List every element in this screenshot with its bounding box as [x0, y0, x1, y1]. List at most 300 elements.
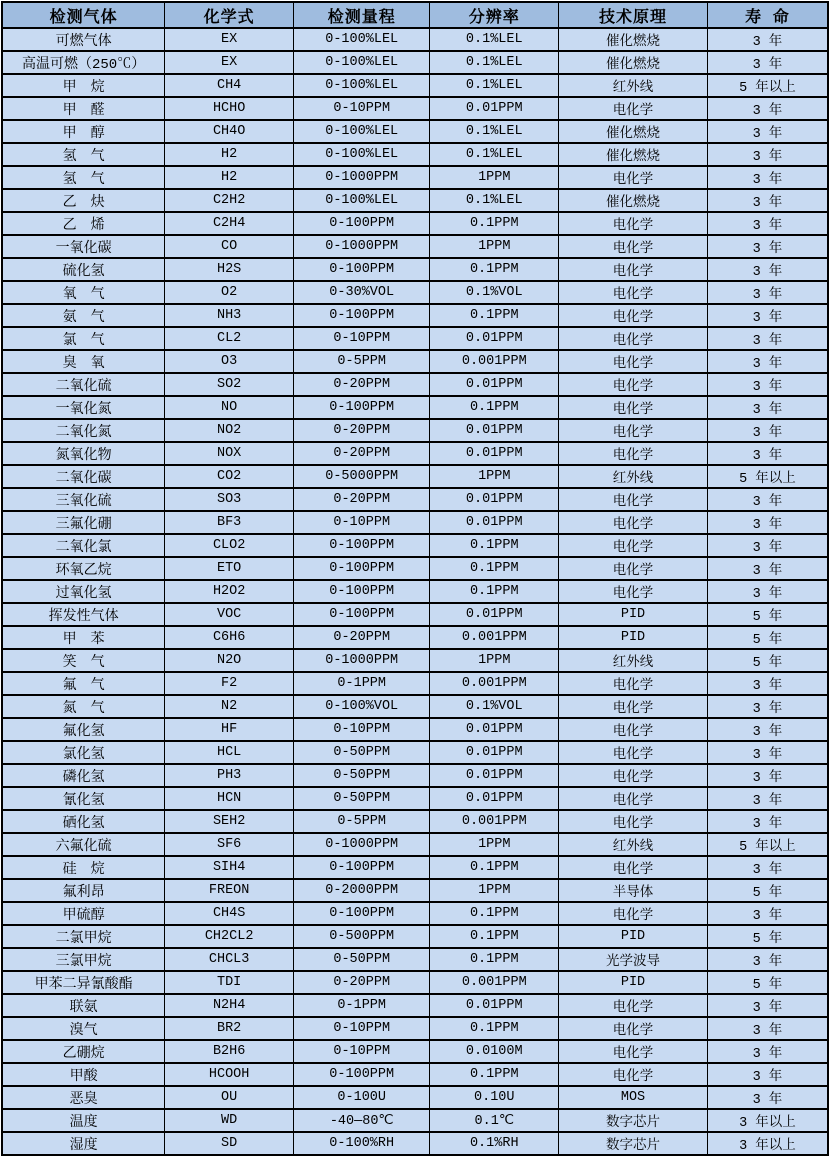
table-cell: 0-10PPM	[294, 97, 430, 120]
table-row	[2, 1040, 828, 1063]
table-cell: 甲 醛	[2, 97, 165, 120]
table-cell: 0-100%LEL	[294, 51, 430, 74]
table-cell: 0.001PPM	[430, 626, 559, 649]
table-cell: HCHO	[165, 97, 294, 120]
table-cell: 电化学	[559, 557, 708, 580]
table-cell: 5 年	[707, 879, 828, 902]
table-cell: 0.01PPM	[430, 718, 559, 741]
table-cell: 电化学	[559, 994, 708, 1017]
column-header: 检测气体	[2, 2, 165, 28]
table-cell: 甲 醇	[2, 120, 165, 143]
table-cell: 3 年	[707, 212, 828, 235]
table-cell: 0.1PPM	[430, 948, 559, 971]
table-cell: 0-100%LEL	[294, 120, 430, 143]
table-cell: 3 年	[707, 258, 828, 281]
table-row	[2, 1109, 828, 1132]
table-cell: 0-100PPM	[294, 557, 430, 580]
table-cell: 0-100%LEL	[294, 143, 430, 166]
table-cell: 3 年	[707, 350, 828, 373]
table-cell: NH3	[165, 304, 294, 327]
table-cell: 电化学	[559, 787, 708, 810]
table-cell: WD	[165, 1109, 294, 1132]
table-row	[2, 97, 828, 120]
table-cell: 0-20PPM	[294, 373, 430, 396]
table-cell: 3 年	[707, 557, 828, 580]
table-cell: 0-1000PPM	[294, 235, 430, 258]
table-cell: 0-10PPM	[294, 327, 430, 350]
table-cell: 氮氧化物	[2, 442, 165, 465]
table-row	[2, 1086, 828, 1109]
table-cell: 三氯甲烷	[2, 948, 165, 971]
table-cell: PID	[559, 971, 708, 994]
table-row	[2, 51, 828, 74]
table-cell: 3 年	[707, 718, 828, 741]
table-cell: H2S	[165, 258, 294, 281]
table-cell: N2H4	[165, 994, 294, 1017]
table-row	[2, 580, 828, 603]
table-cell: SO3	[165, 488, 294, 511]
table-cell: 0.01PPM	[430, 373, 559, 396]
table-cell: 3 年	[707, 994, 828, 1017]
table-cell: 0.1%LEL	[430, 143, 559, 166]
table-cell: 一氧化氮	[2, 396, 165, 419]
table-cell: 0.1%LEL	[430, 28, 559, 51]
table-row	[2, 626, 828, 649]
table-cell: 电化学	[559, 488, 708, 511]
table-row	[2, 304, 828, 327]
table-cell: 3 年	[707, 166, 828, 189]
table-row	[2, 396, 828, 419]
table-cell: 笑 气	[2, 649, 165, 672]
table-cell: 0-100%LEL	[294, 189, 430, 212]
table-cell: 3 年	[707, 741, 828, 764]
table-cell: HCOOH	[165, 1063, 294, 1086]
table-cell: 3 年	[707, 373, 828, 396]
table-cell: 0-10PPM	[294, 718, 430, 741]
table-cell: 氯化氢	[2, 741, 165, 764]
table-cell: CH2CL2	[165, 925, 294, 948]
table-cell: 半导体	[559, 879, 708, 902]
table-cell: 3 年	[707, 235, 828, 258]
table-cell: 0.1%LEL	[430, 74, 559, 97]
table-cell: H2	[165, 143, 294, 166]
column-header: 寿 命	[707, 2, 828, 28]
table-cell: 3 年	[707, 281, 828, 304]
table-cell: 0-100PPM	[294, 534, 430, 557]
table-cell: 3 年	[707, 764, 828, 787]
table-cell: 乙 炔	[2, 189, 165, 212]
table-cell: 0-100%VOL	[294, 695, 430, 718]
table-cell: 3 年	[707, 810, 828, 833]
table-cell: 一氧化碳	[2, 235, 165, 258]
table-cell: VOC	[165, 603, 294, 626]
table-cell: 电化学	[559, 718, 708, 741]
table-cell: 电化学	[559, 534, 708, 557]
table-cell: 0.01PPM	[430, 741, 559, 764]
table-cell: 3 年	[707, 1063, 828, 1086]
table-cell: PH3	[165, 764, 294, 787]
table-cell: 0-10PPM	[294, 511, 430, 534]
table-row	[2, 534, 828, 557]
table-cell: 过氧化氢	[2, 580, 165, 603]
table-cell: 0-1000PPM	[294, 649, 430, 672]
table-cell: 0-50PPM	[294, 787, 430, 810]
table-cell: 硅 烷	[2, 856, 165, 879]
table-row	[2, 741, 828, 764]
table-cell: 电化学	[559, 350, 708, 373]
table-cell: 0-20PPM	[294, 488, 430, 511]
table-cell: 3 年	[707, 143, 828, 166]
table-cell: 数字芯片	[559, 1109, 708, 1132]
table-row	[2, 925, 828, 948]
table-row	[2, 258, 828, 281]
table-cell: HCL	[165, 741, 294, 764]
table-cell: 0.1%VOL	[430, 281, 559, 304]
table-cell: 电化学	[559, 511, 708, 534]
table-cell: 0-1PPM	[294, 672, 430, 695]
table-cell: 5 年以上	[707, 833, 828, 856]
table-row	[2, 833, 828, 856]
table-cell: 0-100%LEL	[294, 74, 430, 97]
table-cell: OU	[165, 1086, 294, 1109]
table-cell: 3 年	[707, 580, 828, 603]
table-cell: 电化学	[559, 1040, 708, 1063]
table-cell: 3 年	[707, 856, 828, 879]
table-cell: 3 年	[707, 948, 828, 971]
table-cell: 0.01PPM	[430, 994, 559, 1017]
table-cell: FREON	[165, 879, 294, 902]
table-cell: 甲硫醇	[2, 902, 165, 925]
table-cell: 0-20PPM	[294, 442, 430, 465]
table-cell: 电化学	[559, 810, 708, 833]
table-cell: 0.01PPM	[430, 327, 559, 350]
table-cell: 3 年	[707, 327, 828, 350]
table-cell: 5 年以上	[707, 74, 828, 97]
table-row	[2, 764, 828, 787]
table-cell: 催化燃烧	[559, 28, 708, 51]
table-cell: 5 年	[707, 649, 828, 672]
table-row	[2, 235, 828, 258]
table-cell: 1PPM	[430, 649, 559, 672]
table-cell: 红外线	[559, 833, 708, 856]
table-cell: 0-20PPM	[294, 419, 430, 442]
table-cell: SEH2	[165, 810, 294, 833]
table-cell: 0-100PPM	[294, 304, 430, 327]
table-cell: 二氧化氯	[2, 534, 165, 557]
table-cell: 0.1PPM	[430, 580, 559, 603]
table-cell: 硫化氢	[2, 258, 165, 281]
table-cell: MOS	[559, 1086, 708, 1109]
table-row	[2, 856, 828, 879]
table-cell: 硒化氢	[2, 810, 165, 833]
table-cell: 5 年	[707, 971, 828, 994]
table-row	[2, 465, 828, 488]
table-cell: -40—80℃	[294, 1109, 430, 1132]
table-cell: 电化学	[559, 1063, 708, 1086]
table-cell: 0.1PPM	[430, 1017, 559, 1040]
table-row	[2, 948, 828, 971]
table-cell: 电化学	[559, 373, 708, 396]
table-cell: 臭 氧	[2, 350, 165, 373]
table-cell: 乙 烯	[2, 212, 165, 235]
table-cell: 0.01PPM	[430, 97, 559, 120]
table-cell: 0.01PPM	[430, 488, 559, 511]
table-cell: C2H2	[165, 189, 294, 212]
table-cell: 二氧化氮	[2, 419, 165, 442]
table-cell: 0-1000PPM	[294, 166, 430, 189]
table-cell: 0.1PPM	[430, 856, 559, 879]
table-row	[2, 787, 828, 810]
table-cell: 三氟化硼	[2, 511, 165, 534]
table-cell: 0-100PPM	[294, 580, 430, 603]
table-row	[2, 649, 828, 672]
table-cell: 1PPM	[430, 235, 559, 258]
table-cell: 0-20PPM	[294, 971, 430, 994]
table-cell: CH4S	[165, 902, 294, 925]
table-cell: 0-20PPM	[294, 626, 430, 649]
table-cell: EX	[165, 28, 294, 51]
table-row	[2, 1017, 828, 1040]
table-cell: SF6	[165, 833, 294, 856]
table-row	[2, 994, 828, 1017]
table-cell: 光学波导	[559, 948, 708, 971]
table-cell: 0.1%VOL	[430, 695, 559, 718]
table-cell: 3 年	[707, 672, 828, 695]
table-cell: 电化学	[559, 97, 708, 120]
table-cell: 氟利昂	[2, 879, 165, 902]
column-header: 技术原理	[559, 2, 708, 28]
table-cell: 0.1PPM	[430, 557, 559, 580]
table-cell: 二氯甲烷	[2, 925, 165, 948]
table-cell: 5 年以上	[707, 465, 828, 488]
table-cell: F2	[165, 672, 294, 695]
table-cell: 0.1%RH	[430, 1132, 559, 1155]
table-cell: 甲酸	[2, 1063, 165, 1086]
table-cell: 0-1PPM	[294, 994, 430, 1017]
table-cell: SIH4	[165, 856, 294, 879]
table-row	[2, 810, 828, 833]
table-cell: 氨 气	[2, 304, 165, 327]
table-row	[2, 212, 828, 235]
table-cell: CLO2	[165, 534, 294, 557]
table-cell: 3 年	[707, 488, 828, 511]
table-cell: 电化学	[559, 235, 708, 258]
table-cell: PID	[559, 603, 708, 626]
table-cell: 氯 气	[2, 327, 165, 350]
table-cell: 0.0100M	[430, 1040, 559, 1063]
table-row	[2, 511, 828, 534]
table-header-row	[2, 2, 828, 28]
table-row	[2, 143, 828, 166]
table-cell: 0-5000PPM	[294, 465, 430, 488]
table-cell: 三氧化硫	[2, 488, 165, 511]
table-cell: 0.001PPM	[430, 810, 559, 833]
table-cell: 0-50PPM	[294, 741, 430, 764]
table-cell: 电化学	[559, 166, 708, 189]
table-cell: 电化学	[559, 902, 708, 925]
table-cell: 3 年	[707, 1086, 828, 1109]
table-cell: 0.001PPM	[430, 672, 559, 695]
table-row	[2, 373, 828, 396]
table-cell: 5 年	[707, 603, 828, 626]
table-cell: 0.001PPM	[430, 350, 559, 373]
table-cell: 0-100PPM	[294, 1063, 430, 1086]
table-cell: 电化学	[559, 695, 708, 718]
table-cell: SO2	[165, 373, 294, 396]
column-header: 检测量程	[294, 2, 430, 28]
table-cell: 3 年	[707, 28, 828, 51]
table-cell: 0.01PPM	[430, 442, 559, 465]
table-cell: 5 年	[707, 925, 828, 948]
table-cell: 3 年	[707, 120, 828, 143]
table-cell: 氢 气	[2, 143, 165, 166]
table-cell: BR2	[165, 1017, 294, 1040]
table-cell: 电化学	[559, 764, 708, 787]
table-cell: 0-100PPM	[294, 603, 430, 626]
table-cell: 电化学	[559, 212, 708, 235]
table-cell: SD	[165, 1132, 294, 1155]
table-cell: 0.1PPM	[430, 212, 559, 235]
table-cell: 0-500PPM	[294, 925, 430, 948]
table-cell: N2	[165, 695, 294, 718]
table-cell: 催化燃烧	[559, 189, 708, 212]
table-cell: 0.01PPM	[430, 787, 559, 810]
table-cell: CHCL3	[165, 948, 294, 971]
table-cell: 0-100U	[294, 1086, 430, 1109]
table-cell: 3 年	[707, 1017, 828, 1040]
table-cell: 0.1PPM	[430, 534, 559, 557]
table-row	[2, 419, 828, 442]
table-cell: 0.01PPM	[430, 603, 559, 626]
table-cell: 高温可燃（250℃）	[2, 51, 165, 74]
table-cell: 0.1%LEL	[430, 51, 559, 74]
gas-sensor-spec-table	[1, 1, 829, 1156]
table-row	[2, 166, 828, 189]
table-cell: 环氧乙烷	[2, 557, 165, 580]
table-row	[2, 1132, 828, 1155]
table-row	[2, 28, 828, 51]
table-cell: 0.10U	[430, 1086, 559, 1109]
table-cell: 温度	[2, 1109, 165, 1132]
table-cell: C2H4	[165, 212, 294, 235]
table-cell: 3 年	[707, 419, 828, 442]
table-cell: 氧 气	[2, 281, 165, 304]
table-cell: 3 年	[707, 902, 828, 925]
table-cell: 3 年	[707, 97, 828, 120]
table-cell: 0-50PPM	[294, 764, 430, 787]
table-cell: TDI	[165, 971, 294, 994]
table-cell: 5 年	[707, 626, 828, 649]
table-cell: CH4	[165, 74, 294, 97]
table-cell: 3 年	[707, 189, 828, 212]
table-cell: CH4O	[165, 120, 294, 143]
table-cell: 0-10PPM	[294, 1040, 430, 1063]
table-cell: 数字芯片	[559, 1132, 708, 1155]
table-row	[2, 695, 828, 718]
table-cell: 甲苯二异氰酸酯	[2, 971, 165, 994]
table-cell: 3 年	[707, 442, 828, 465]
table-cell: 电化学	[559, 419, 708, 442]
table-cell: 甲 苯	[2, 626, 165, 649]
table-cell: 氮 气	[2, 695, 165, 718]
table-cell: NOX	[165, 442, 294, 465]
table-cell: 0.1PPM	[430, 1063, 559, 1086]
table-cell: N2O	[165, 649, 294, 672]
table-cell: 3 年	[707, 1040, 828, 1063]
table-cell: 电化学	[559, 396, 708, 419]
table-cell: 0.1PPM	[430, 258, 559, 281]
table-cell: 3 年以上	[707, 1109, 828, 1132]
table-cell: 六氟化硫	[2, 833, 165, 856]
table-cell: H2	[165, 166, 294, 189]
table-cell: 0-5PPM	[294, 810, 430, 833]
table-cell: NO	[165, 396, 294, 419]
table-cell: 0-100PPM	[294, 212, 430, 235]
table-row	[2, 672, 828, 695]
table-cell: 0.01PPM	[430, 511, 559, 534]
table-cell: 0-100PPM	[294, 396, 430, 419]
table-cell: 0-100PPM	[294, 902, 430, 925]
table-cell: 氟 气	[2, 672, 165, 695]
table-cell: 电化学	[559, 281, 708, 304]
table-cell: NO2	[165, 419, 294, 442]
table-cell: 3 年	[707, 51, 828, 74]
table-cell: 0.001PPM	[430, 971, 559, 994]
table-cell: 0.1℃	[430, 1109, 559, 1132]
table-cell: 电化学	[559, 741, 708, 764]
table-cell: 1PPM	[430, 166, 559, 189]
table-row	[2, 189, 828, 212]
table-cell: 湿度	[2, 1132, 165, 1155]
table-cell: 电化学	[559, 856, 708, 879]
table-cell: 乙硼烷	[2, 1040, 165, 1063]
table-cell: 电化学	[559, 580, 708, 603]
table-cell: H2O2	[165, 580, 294, 603]
table-cell: 0-10PPM	[294, 1017, 430, 1040]
table-cell: 0.01PPM	[430, 419, 559, 442]
table-cell: 0-50PPM	[294, 948, 430, 971]
table-cell: HF	[165, 718, 294, 741]
table-cell: 3 年	[707, 695, 828, 718]
column-header: 分辨率	[430, 2, 559, 28]
table-cell: 0-2000PPM	[294, 879, 430, 902]
table-cell: 电化学	[559, 672, 708, 695]
table-row	[2, 902, 828, 925]
table-cell: 催化燃烧	[559, 51, 708, 74]
table-cell: 0.1PPM	[430, 304, 559, 327]
table-cell: PID	[559, 925, 708, 948]
table-cell: 1PPM	[430, 879, 559, 902]
table-row	[2, 557, 828, 580]
table-cell: 磷化氢	[2, 764, 165, 787]
table-cell: 0-5PPM	[294, 350, 430, 373]
table-cell: 溴气	[2, 1017, 165, 1040]
table-cell: 红外线	[559, 465, 708, 488]
column-header: 化学式	[165, 2, 294, 28]
table-cell: CO2	[165, 465, 294, 488]
table-cell: O3	[165, 350, 294, 373]
table-cell: 3 年	[707, 511, 828, 534]
table-cell: 0-100PPM	[294, 856, 430, 879]
table-cell: CL2	[165, 327, 294, 350]
table-row	[2, 350, 828, 373]
table-cell: BF3	[165, 511, 294, 534]
table-cell: 0.1PPM	[430, 396, 559, 419]
table-row	[2, 488, 828, 511]
table-cell: 红外线	[559, 74, 708, 97]
table-cell: 二氧化硫	[2, 373, 165, 396]
table-cell: 甲 烷	[2, 74, 165, 97]
